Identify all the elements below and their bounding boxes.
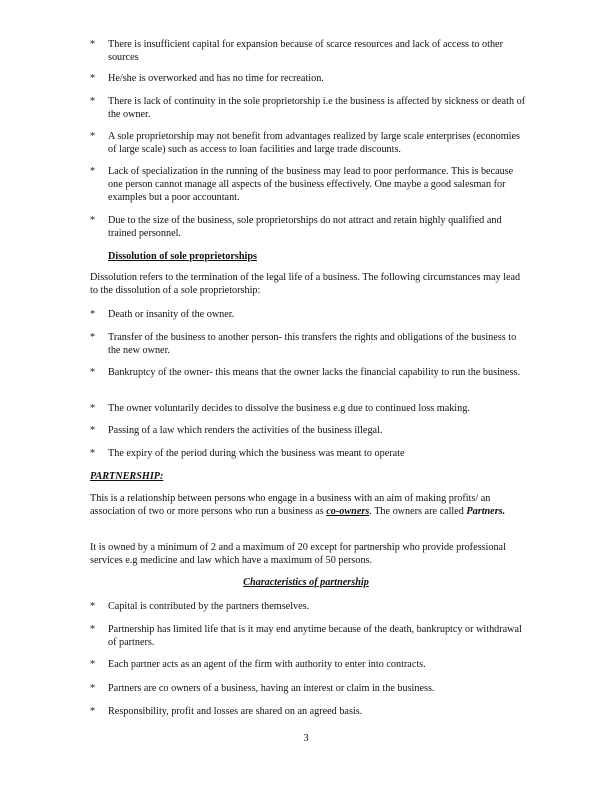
bullet-mark: * bbox=[90, 624, 96, 635]
definition-text-cont: . The owners are called bbox=[369, 506, 467, 517]
list-item bbox=[90, 95, 530, 121]
list-item-text: The owner voluntarily decides to dissolve the business e.g due to continued loss making. bbox=[108, 403, 470, 414]
bullet-mark: * bbox=[90, 215, 96, 226]
bullet-mark: * bbox=[90, 166, 96, 177]
list-item bbox=[90, 424, 530, 437]
section-heading-dissolution: Dissolution of sole proprietorships bbox=[108, 251, 257, 262]
bullet-mark: * bbox=[90, 332, 96, 343]
list-item bbox=[90, 658, 530, 671]
bullet-mark: * bbox=[90, 683, 96, 694]
co-owners-term: co-owners bbox=[326, 506, 370, 517]
section-heading-partnership: PARTNERSHIP: bbox=[90, 471, 164, 482]
list-item bbox=[90, 402, 530, 415]
list-item bbox=[90, 600, 530, 613]
bullet-mark: * bbox=[90, 367, 96, 378]
partners-term: Partners. bbox=[466, 506, 506, 517]
list-item-text: Lack of specialization in the running of the business may lead to poor performance. This is because one person cannot manage all aspects of the business effectively. One maybe a good salesman for examples but a poor accountant. bbox=[108, 166, 514, 203]
definition-text: This is a relationship between persons who engage in a business with an aim of making profits/ an association of two or more persons who run a business as bbox=[90, 493, 491, 517]
list-item-text: Bankruptcy of the owner- this means that the owner lacks the financial capability to run the business. bbox=[108, 367, 520, 378]
list-item-text: Passing of a law which renders the activities of the business illegal. bbox=[108, 425, 383, 436]
list-item-text: Capital is contributed by the partners themselves. bbox=[108, 601, 310, 612]
list-item-text: Death or insanity of the owner. bbox=[108, 309, 235, 320]
list-item-text: Partnership has limited life that is it may end anytime because of the death, bankruptcy or withdrawal of partners. bbox=[108, 624, 522, 648]
bullet-mark: * bbox=[90, 601, 96, 612]
list-item-text: Transfer of the business to another person- this transfers the rights and obligations of the business to the new owner. bbox=[108, 332, 517, 356]
partnership-definition bbox=[90, 492, 530, 518]
list-item bbox=[90, 623, 530, 649]
list-item bbox=[90, 130, 530, 156]
list-item-text: He/she is overworked and has no time for recreation. bbox=[108, 73, 324, 84]
list-item-text: A sole proprietorship may not benefit from advantages realized by large scale enterprises (economies of large scale) such as access to loan facilities and large trade discounts. bbox=[108, 131, 520, 155]
list-item bbox=[90, 366, 530, 379]
subheading-characteristics: Characteristics of partnership bbox=[243, 577, 369, 588]
bullet-mark: * bbox=[90, 425, 96, 436]
bullet-mark: * bbox=[90, 706, 96, 717]
list-item-text: Partners are co owners of a business, having an interest or claim in the business. bbox=[108, 683, 435, 694]
list-item-text: Due to the size of the business, sole proprietorships do not attract and retain highly qualified and trained personnel. bbox=[108, 215, 502, 239]
list-item-text: There is lack of continuity in the sole proprietorship i.e the business is affected by sickness or death of the owner. bbox=[108, 96, 526, 120]
list-item bbox=[90, 165, 530, 204]
list-item bbox=[90, 705, 530, 718]
list-item-text: Each partner acts as an agent of the firm with authority to enter into contracts. bbox=[108, 659, 426, 670]
list-item bbox=[90, 447, 530, 460]
list-item-text: Responsibility, profit and losses are shared on an agreed basis. bbox=[108, 706, 363, 717]
bullet-mark: * bbox=[90, 131, 96, 142]
list-item-text: The expiry of the period during which the business was meant to operate bbox=[108, 448, 405, 459]
list-item bbox=[90, 331, 530, 357]
bullet-mark: * bbox=[90, 39, 96, 50]
partnership-size: It is owned by a minimum of 2 and a maximum of 20 except for partnership who provide professional services e.g medicine and law which have a maximum of 50 persons. bbox=[90, 542, 506, 566]
list-item bbox=[90, 38, 530, 64]
bullet-mark: * bbox=[90, 659, 96, 670]
bullet-mark: * bbox=[90, 448, 96, 459]
bullet-mark: * bbox=[90, 309, 96, 320]
list-item bbox=[90, 682, 530, 695]
bullet-mark: * bbox=[90, 96, 96, 107]
list-item bbox=[90, 214, 530, 240]
list-item bbox=[90, 308, 530, 321]
page-number: 3 bbox=[303, 733, 309, 744]
bullet-mark: * bbox=[90, 403, 96, 414]
list-item-text: There is insufficient capital for expansion because of scarce resources and lack of access to other sources bbox=[108, 39, 503, 63]
dissolution-intro: Dissolution refers to the termination of the legal life of a business. The following circumstances may lead to the dissolution of a sole proprietorship: bbox=[90, 272, 521, 296]
bullet-mark: * bbox=[90, 73, 96, 84]
list-item bbox=[90, 72, 530, 85]
